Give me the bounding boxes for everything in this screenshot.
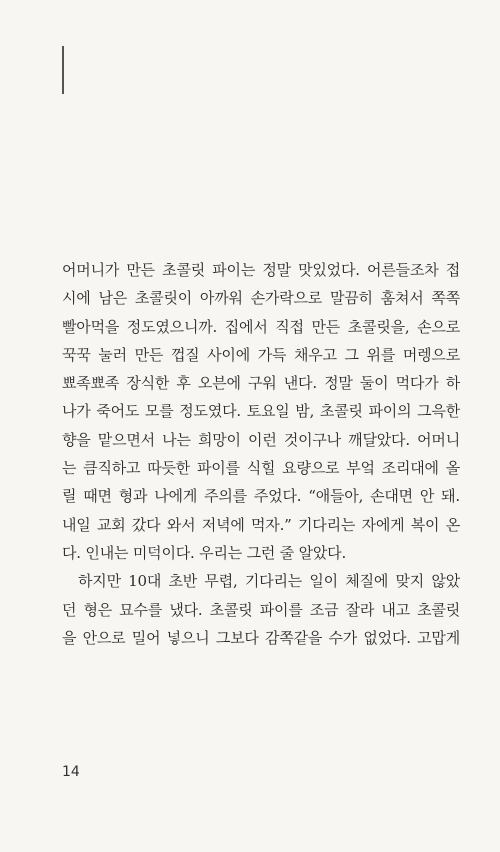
text-line: 릴 때면 형과 나에게 주의를 주었다. “애들아, 손대면 안 돼. <box>62 487 460 506</box>
text-line: 다. 인내는 미덕이다. 우리는 그런 줄 알았다. <box>62 543 347 562</box>
text-line: 나가 죽어도 모를 정도였다. 토요일 밤, 초콜릿 파이의 그윽한 <box>62 402 460 421</box>
body-text <box>62 256 460 652</box>
text-line: 빨아먹을 정도였으니까. 집에서 직접 만든 초콜릿을, 손으로 <box>62 317 460 336</box>
text-line: 는 큼직하고 따듯한 파이를 식힐 요량으로 부엌 조리대에 올 <box>62 459 460 478</box>
text-line: 내일 교회 갔다 와서 저녁에 먹자.” 기다리는 자에게 복이 온 <box>62 515 460 534</box>
text-line: 향을 맡으면서 나는 희망이 이런 것이구나 깨달았다. 어머니 <box>62 430 460 449</box>
text-line: 어머니가 만든 초콜릿 파이는 정말 맛있었다. 어른들조차 접 <box>62 261 460 279</box>
text-line: 을 안으로 밀어 넣으니 그보다 감쪽같을 수가 없었다. 고맙게 <box>62 628 460 647</box>
text-line: 하지만 10대 초반 무렵, 기다리는 일이 체질에 맞지 않았 <box>78 572 460 591</box>
text-line: 던 형은 묘수를 냈다. 초콜릿 파이를 조금 잘라 내고 초콜릿 <box>62 600 460 619</box>
text-line: 시에 남은 초콜릿이 아까워 손가락으로 말끔히 훔쳐서 쪽쪽 <box>62 289 460 308</box>
chapter-margin-bar <box>62 46 64 94</box>
page-number: 14 <box>62 764 80 780</box>
text-line: 꾹꾹 눌러 만든 껍질 사이에 가득 채우고 그 위를 머렝으로 <box>62 345 460 364</box>
text-line: 뾰족뾰족 장식한 후 오븐에 구워 낸다. 정말 둘이 먹다가 하 <box>62 374 460 393</box>
